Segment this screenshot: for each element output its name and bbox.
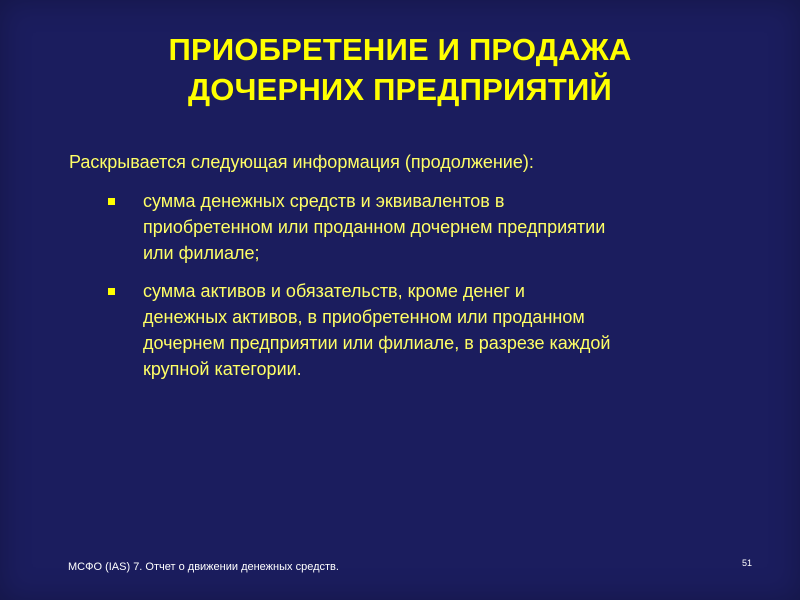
bullet-line: крупной категории. <box>143 359 302 379</box>
bullet-line: приобретенном или проданном дочернем предприятии <box>143 217 606 237</box>
bullet-line: или филиале; <box>143 243 260 263</box>
title-line-2: ДОЧЕРНИХ ПРЕДПРИЯТИЙ <box>187 72 613 107</box>
bullet-list <box>105 188 745 394</box>
bullet-line: денежных активов, в приобретенном или проданном <box>143 307 585 327</box>
footer-text: МСФО (IAS) 7. Отчет о движении денежных средств. <box>68 561 339 573</box>
title-line-1: ПРИОБРЕТЕНИЕ И ПРОДАЖА <box>168 32 632 67</box>
square-bullet-icon <box>108 288 115 295</box>
bullet-line: сумма активов и обязательств, кроме денег и <box>143 281 525 301</box>
bullet-item-1 <box>105 188 745 266</box>
bullet-item-2 <box>105 278 745 382</box>
page-number: 51 <box>741 558 752 568</box>
bullet-line: дочернем предприятии или филиале, в разрезе каждой <box>143 333 611 353</box>
square-bullet-icon <box>108 198 115 205</box>
bullet-line: сумма денежных средств и эквивалентов в <box>143 191 505 211</box>
slide-title <box>40 30 760 110</box>
intro-text: Раскрывается следующая информация (продолжение): <box>69 152 534 172</box>
